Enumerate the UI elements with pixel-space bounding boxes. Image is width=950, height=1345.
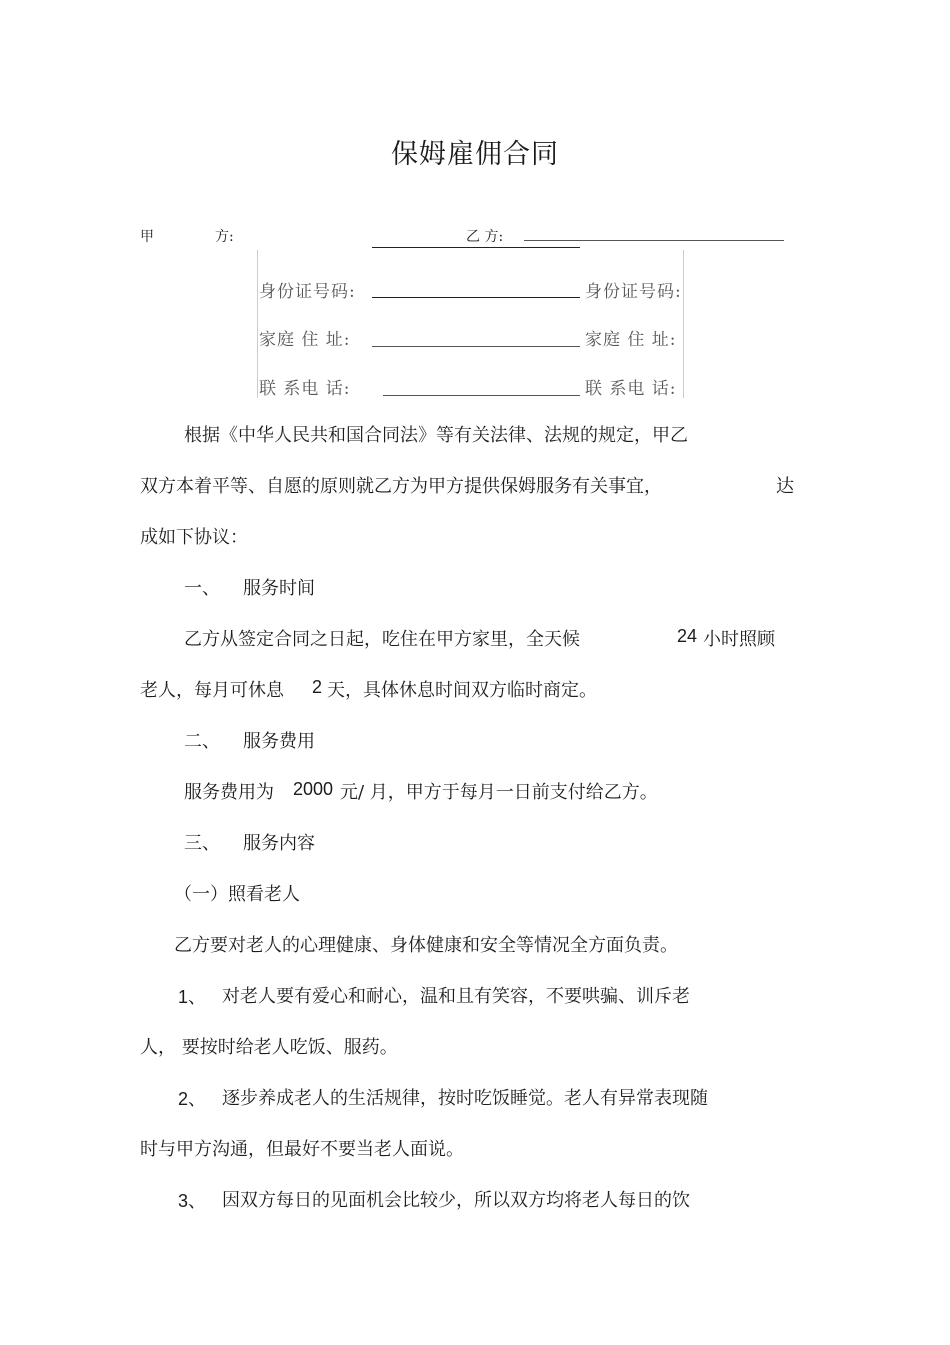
preamble-line-1: 根据《中华人民共和国合同法》等有关法律、法规的规定，甲乙 bbox=[184, 425, 688, 446]
phone-label-b: 联 系电 话: bbox=[585, 379, 677, 399]
form-border-right bbox=[683, 250, 684, 398]
section-2-number: 二、 bbox=[184, 731, 220, 752]
id-number-label-a: 身份证号码: bbox=[259, 282, 356, 302]
section-1-line-2a: 老人，每月可休息 bbox=[140, 680, 284, 701]
item-3-line-1: 因双方每日的见面机会比较少，所以双方均将老人每日的饮 bbox=[222, 1190, 690, 1211]
section-1-number: 一、 bbox=[184, 578, 220, 599]
party-b-blank bbox=[524, 240, 784, 241]
section-2-line-a: 服务费用为 bbox=[184, 782, 274, 803]
section-1-line-1a: 乙方从签定合同之日起，吃住在甲方家里，全天候 bbox=[184, 629, 580, 650]
item-1-number: 1、 bbox=[178, 987, 207, 1007]
preamble-line-2: 双方本着平等、自愿的原则就乙方为甲方提供保姆服务有关事宜， bbox=[140, 476, 662, 497]
section-2-amount: 2000 bbox=[293, 779, 334, 799]
phone-blank bbox=[383, 395, 580, 396]
item-2-number: 2、 bbox=[178, 1089, 207, 1109]
party-a-label-2: 方: bbox=[215, 229, 234, 245]
address-blank bbox=[372, 346, 580, 347]
section-1-hours: 24 bbox=[677, 626, 698, 646]
preamble-line-2-tail: 达 bbox=[776, 476, 794, 497]
section-3-subtitle: （一）照看老人 bbox=[174, 884, 300, 905]
item-2-line-1: 逐步养成老人的生活规律，按时吃饭睡觉。老人有异常表现随 bbox=[222, 1088, 708, 1109]
party-a-label-1: 甲 bbox=[140, 229, 154, 245]
document-title: 保姆雇佣合同 bbox=[391, 139, 559, 170]
form-border-left bbox=[257, 250, 258, 398]
section-1-days: 2 bbox=[312, 677, 323, 697]
section-2-line-b: 元/ 月，甲方于每月一日前支付给乙方。 bbox=[340, 782, 658, 803]
section-3-title: 服务内容 bbox=[243, 833, 315, 854]
preamble-line-3: 成如下协议： bbox=[140, 527, 248, 548]
party-b-label: 乙 方: bbox=[466, 229, 504, 245]
address-label-a: 家庭 住 址: bbox=[259, 330, 351, 350]
section-1-line-2b: 天，具体休息时间双方临时商定。 bbox=[327, 680, 597, 701]
id-number-blank bbox=[372, 297, 580, 298]
item-2-line-2: 时与甲方沟通，但最好不要当老人面说。 bbox=[140, 1139, 464, 1160]
id-number-label-b: 身份证号码: bbox=[585, 282, 682, 302]
item-1-line-2: 人， 要按时给老人吃饭、服药。 bbox=[140, 1037, 398, 1058]
section-1-title: 服务时间 bbox=[243, 578, 315, 599]
phone-label-a: 联 系电 话: bbox=[259, 379, 351, 399]
section-3-number: 三、 bbox=[184, 833, 220, 854]
item-3-number: 3、 bbox=[178, 1191, 207, 1211]
address-label-b: 家庭 住 址: bbox=[585, 330, 677, 350]
party-a-blank bbox=[372, 247, 580, 248]
item-1-line-1: 对老人要有爱心和耐心，温和且有笑容，不要哄骗、训斥老 bbox=[222, 986, 690, 1007]
section-2-title: 服务费用 bbox=[243, 731, 315, 752]
section-3-intro: 乙方要对老人的心理健康、身体健康和安全等情况全方面负责。 bbox=[174, 935, 678, 956]
section-1-line-1b: 小时照顾 bbox=[703, 629, 775, 650]
